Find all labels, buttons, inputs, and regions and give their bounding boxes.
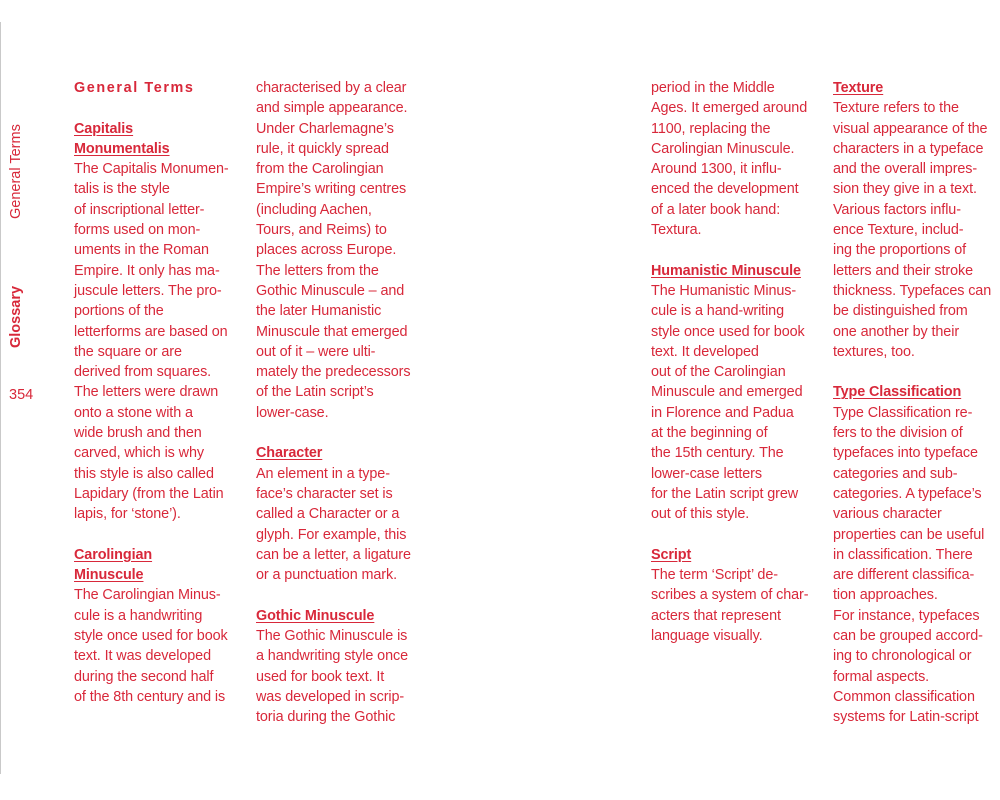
definition-line: The letters from the [256, 262, 379, 279]
definition-line: and the overall impres- [833, 161, 978, 178]
definition-line: text. It was developed [74, 648, 211, 665]
definition-line: the square or are [74, 343, 182, 360]
definition-line: visual appearance of the [833, 120, 988, 137]
definition-line: portions of the [74, 303, 164, 320]
definition-line: Various factors influ- [833, 201, 961, 218]
glossary-term: Minuscule [74, 567, 144, 584]
definition-line: glyph. For example, this [256, 526, 407, 543]
definition-line: Empire’s writing centres [256, 181, 407, 198]
definition-line: places across Europe. [256, 242, 397, 259]
definition-line: typefaces into typeface [833, 445, 978, 462]
definition-line: letterforms are based on [74, 323, 228, 340]
definition-line: was developed in scrip- [256, 688, 405, 705]
definition-line: face’s character set is [256, 485, 393, 502]
text-column-1 [74, 78, 246, 707]
definition-line: in classification. There [833, 546, 973, 563]
glossary-term: Monumentalis [74, 140, 170, 157]
definition-line: categories. A typeface’s [833, 485, 982, 502]
definition-line: toria during the Gothic [256, 709, 396, 726]
definition-line: out of the Carolingian [651, 364, 786, 381]
glossary-term: Character [256, 445, 323, 462]
definition-line: style once used for book [74, 628, 228, 645]
definition-line: Minuscule that emerged [256, 323, 408, 340]
definition-line: For instance, typefaces [833, 607, 980, 624]
definition-line: derived from squares. [74, 364, 212, 381]
definition-line: Type Classification re- [833, 404, 973, 421]
definition-line: wide brush and then [74, 425, 202, 442]
definition-line: 1100, replacing the [651, 120, 771, 137]
glossary-term: Script [651, 546, 692, 563]
definition-line: Lapidary (from the Latin [74, 485, 224, 502]
text-column-2 [256, 78, 428, 728]
definition-line: period in the Middle [651, 80, 775, 96]
definition-line: letters and their stroke [833, 262, 973, 279]
definition-line: uments in the Roman [74, 242, 209, 259]
definition-line: Around 1300, it influ- [651, 161, 782, 178]
definition-line: lower-case. [256, 404, 329, 421]
definition-line: Under Charlemagne’s [256, 120, 394, 137]
definition-line: a handwriting style once [256, 648, 408, 665]
definition-line: Empire. It only has ma- [74, 262, 220, 279]
glossary-term: Humanistic Minuscule [651, 262, 801, 279]
definition-line: for the Latin script grew [651, 485, 799, 502]
paragraph-gap [833, 362, 1000, 382]
chapter-label: Glossary [8, 286, 24, 349]
definition-line: An element in a type- [256, 465, 390, 482]
definition-line: The Humanistic Minus- [651, 282, 797, 299]
definition-line: fers to the division of [833, 425, 963, 442]
paragraph-gap [256, 585, 428, 605]
definition-line: ing the proportions of [833, 242, 967, 259]
definition-line: Textura. [651, 222, 702, 239]
definition-line: language visually. [651, 628, 763, 645]
definition-line: forms used on mon- [74, 222, 201, 239]
section-title: General Terms [74, 80, 195, 96]
definition-line: are different classifica- [833, 567, 975, 584]
definition-line: or a punctuation mark. [256, 567, 397, 584]
definition-line: thickness. Typefaces can [833, 282, 992, 299]
definition-line: acters that represent [651, 607, 781, 624]
glossary-term: Carolingian [74, 546, 153, 563]
definition-line: textures, too. [833, 343, 915, 360]
definition-line: one another by their [833, 323, 960, 340]
glossary-term: Gothic Minuscule [256, 607, 375, 624]
definition-line: The term ‘Script’ de- [651, 567, 778, 584]
definition-line: of the Latin script’s [256, 384, 374, 401]
definition-line: of a later book hand: [651, 201, 781, 218]
definition-line: Gothic Minuscule – and [256, 282, 405, 299]
definition-line: formal aspects. [833, 668, 930, 685]
definition-line: mately the predecessors [256, 364, 411, 381]
definition-line: out of this style. [651, 506, 750, 523]
definition-line: sion they give in a text. [833, 181, 977, 198]
definition-line: can be a letter, a ligature [256, 546, 411, 563]
definition-line: of inscriptional letter- [74, 201, 205, 218]
definition-line: The Carolingian Minus- [74, 587, 221, 604]
paragraph-gap [256, 423, 428, 443]
definition-line: enced the development [651, 181, 799, 198]
text-column-3 [651, 78, 823, 646]
definition-line: scribes a system of char- [651, 587, 809, 604]
definition-line: carved, which is why [74, 445, 204, 462]
paragraph-gap [74, 525, 246, 545]
glossary-term: Capitalis [74, 120, 134, 137]
definition-line: in Florence and Padua [651, 404, 794, 421]
definition-line: during the second half [74, 668, 214, 685]
definition-line: systems for Latin-script [833, 709, 979, 726]
page-number: 354 [9, 387, 34, 403]
definition-line: Ages. It emerged around [651, 100, 808, 117]
definition-line: talis is the style [74, 181, 170, 198]
glossary-term: Texture [833, 80, 884, 96]
definition-line: tion approaches. [833, 587, 938, 604]
definition-line: Minuscule and emerged [651, 384, 803, 401]
definition-line: be distinguished from [833, 303, 968, 320]
definition-line: can be grouped accord- [833, 628, 983, 645]
definition-line: used for book text. It [256, 668, 385, 685]
definition-line: style once used for book [651, 323, 805, 340]
definition-line: cule is a handwriting [74, 607, 203, 624]
definition-line: Texture refers to the [833, 100, 959, 117]
definition-line: the later Humanistic [256, 303, 382, 320]
definition-line: categories and sub- [833, 465, 958, 482]
definition-line: characters in a typeface [833, 140, 984, 157]
definition-line: ence Texture, includ- [833, 222, 964, 239]
definition-line: Carolingian Minuscule. [651, 140, 795, 157]
definition-line: onto a stone with a [74, 404, 193, 421]
definition-line: (including Aachen, [256, 201, 372, 218]
glossary-term: Type Classification [833, 384, 962, 401]
definition-line: and simple appearance. [256, 100, 408, 117]
definition-line: characterised by a clear [256, 80, 407, 96]
definition-line: various character [833, 506, 942, 523]
definition-line: at the beginning of [651, 425, 768, 442]
definition-line: The Gothic Minuscule is [256, 628, 408, 645]
definition-line: text. It developed [651, 343, 759, 360]
definition-line: out of it – were ulti- [256, 343, 376, 360]
definition-line: lapis, for ‘stone’). [74, 506, 181, 523]
definition-line: The Capitalis Monumen- [74, 161, 229, 178]
text-column-4 [833, 78, 1000, 728]
definition-line: of the 8th century and is [74, 688, 226, 705]
page-gutter-line [0, 22, 1, 774]
paragraph-gap [651, 240, 823, 260]
running-head: General Terms [8, 124, 24, 219]
definition-line: juscule letters. The pro- [74, 282, 222, 299]
definition-line: rule, it quickly spread [256, 140, 389, 157]
definition-line: from the Carolingian [256, 161, 384, 178]
definition-line: properties can be useful [833, 526, 985, 543]
paragraph-gap [651, 525, 823, 545]
definition-line: ing to chronological or [833, 648, 972, 665]
definition-line: lower-case letters [651, 465, 762, 482]
definition-line: Tours, and Reims) to [256, 222, 387, 239]
definition-line: this style is also called [74, 465, 214, 482]
definition-line: the 15th century. The [651, 445, 784, 462]
definition-line: cule is a hand-writing [651, 303, 784, 320]
definition-line: called a Character or a [256, 506, 400, 523]
paragraph-gap [74, 98, 246, 118]
definition-line: The letters were drawn [74, 384, 219, 401]
definition-line: Common classification [833, 688, 975, 705]
